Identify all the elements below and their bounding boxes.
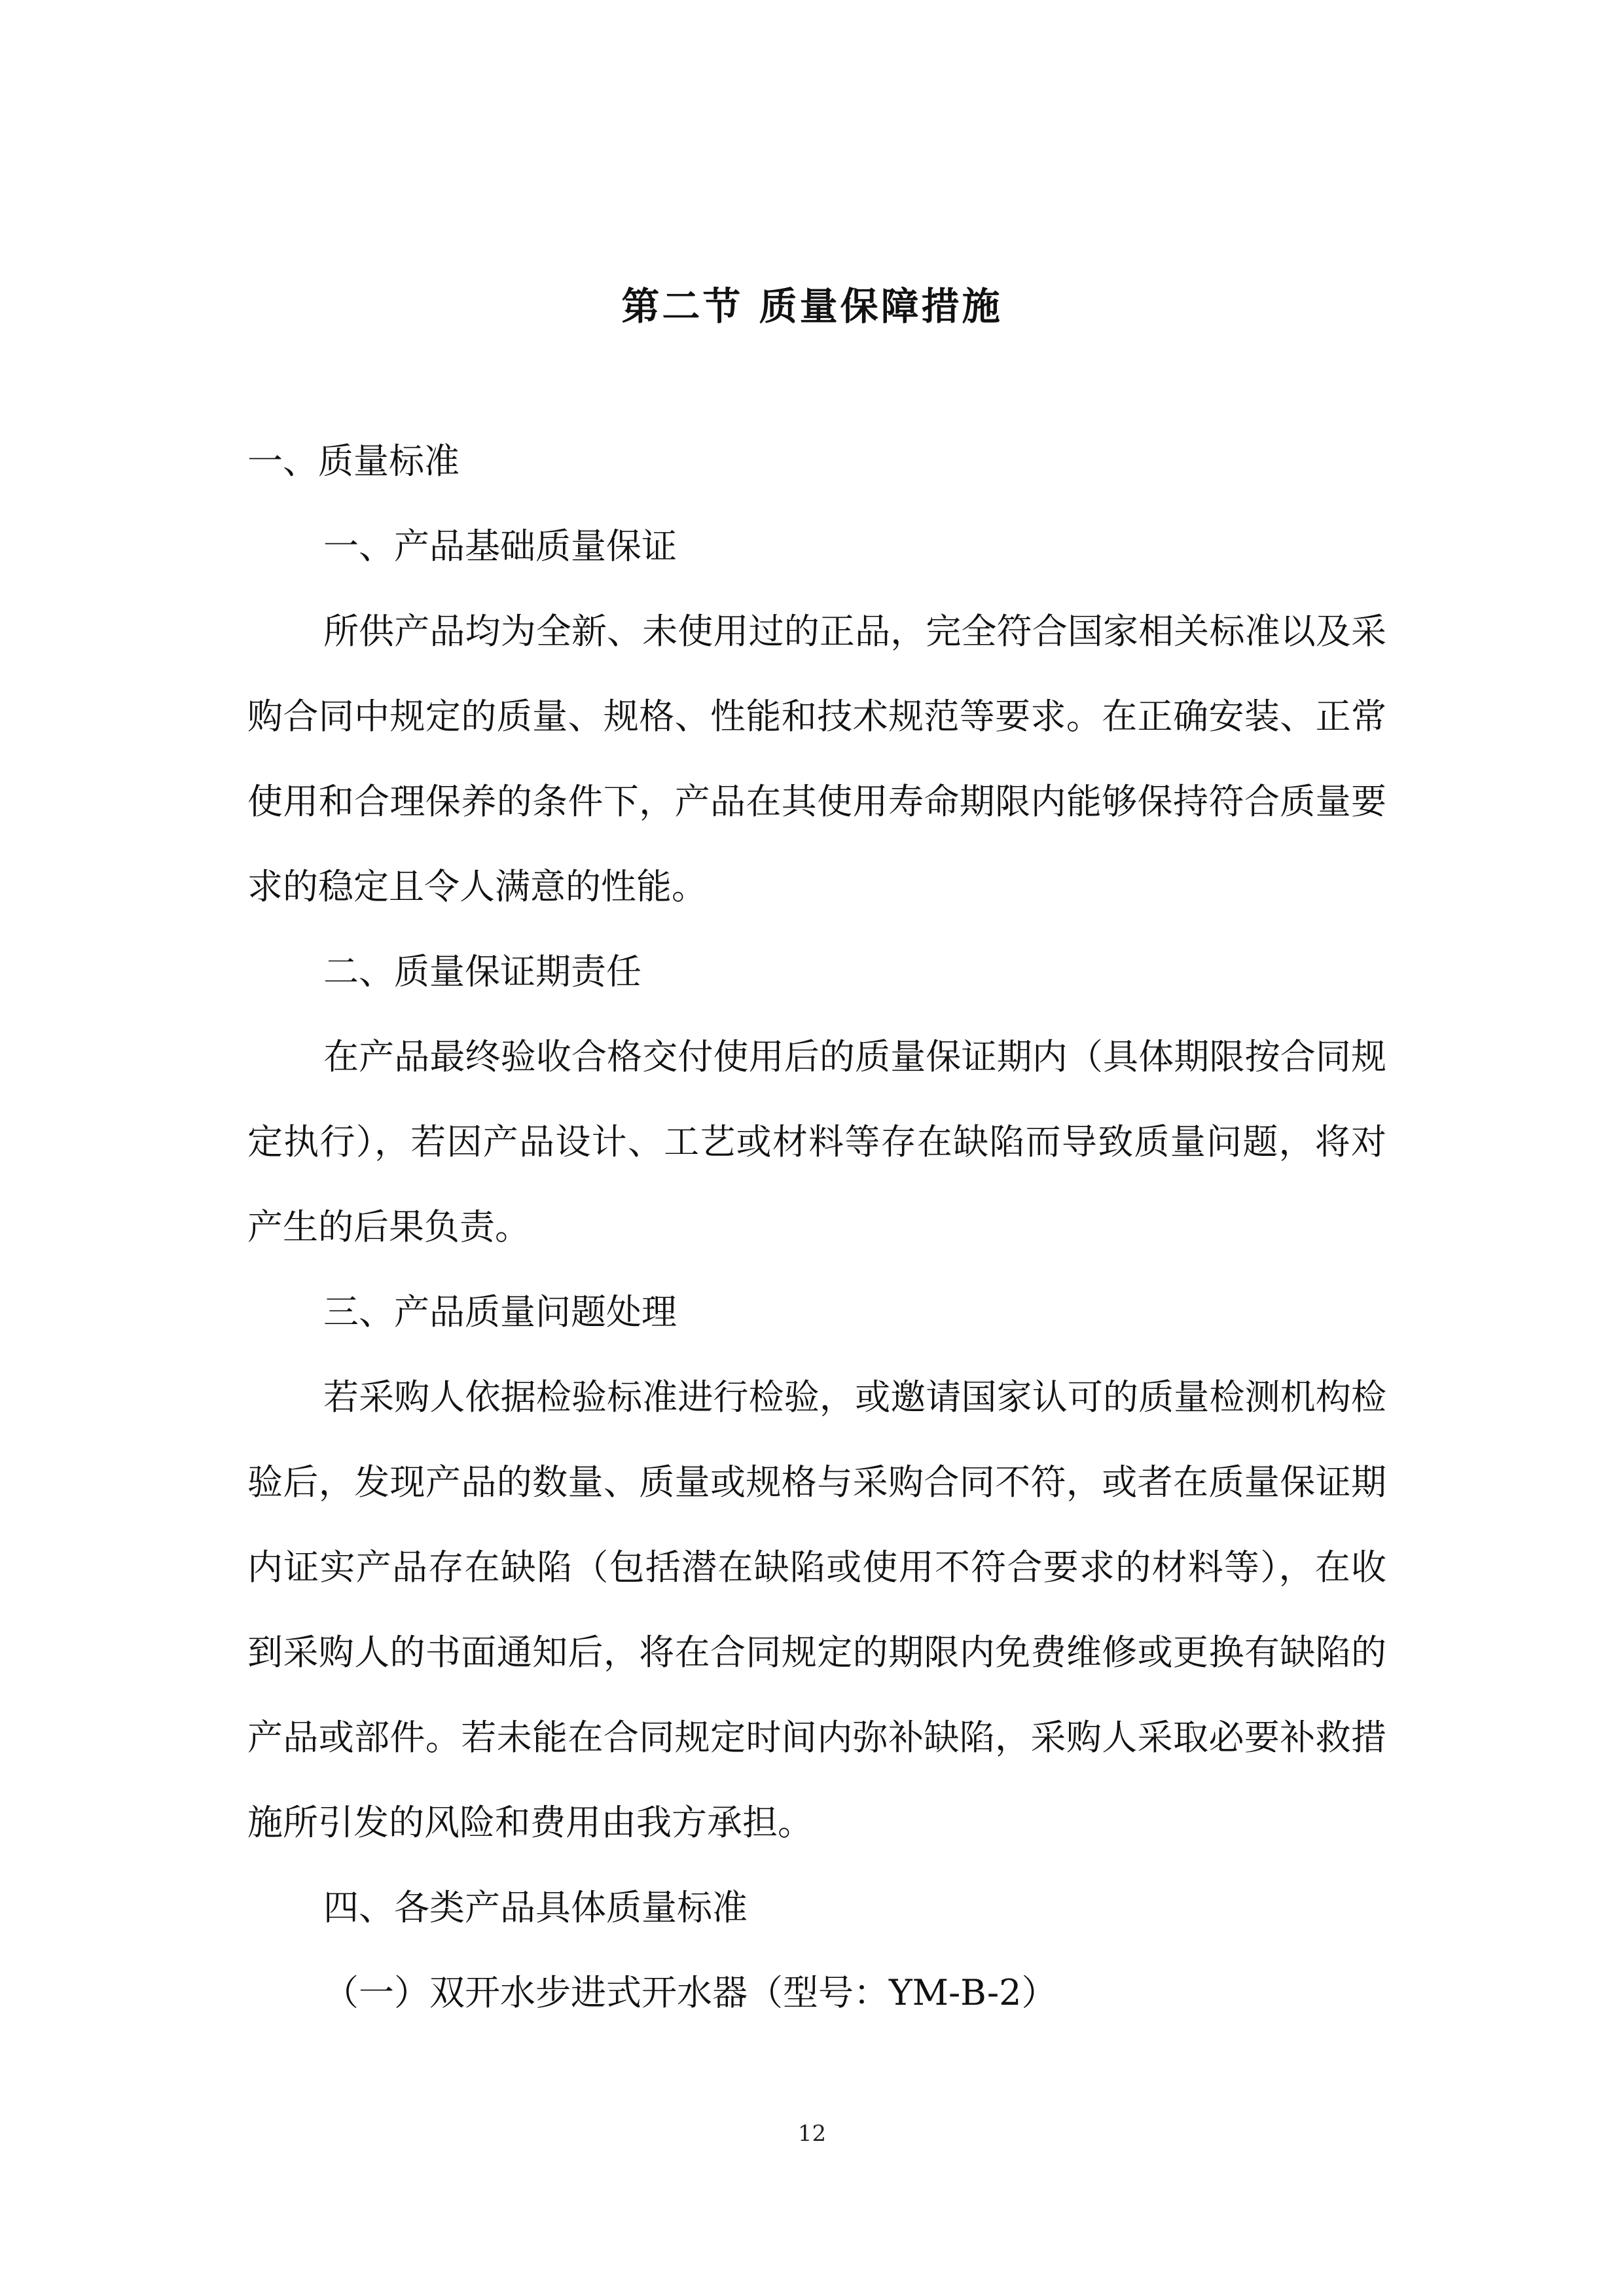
section-heading: 一、质量标准 bbox=[247, 440, 460, 482]
subsection-heading-3: 三、产品质量问题处理 bbox=[323, 1291, 677, 1333]
subsection-paragraph-2: 在产品最终验收合格交付使用后的质量保证期内（具体期限按合同规定执行），若因产品设计、工艺或材料等存在缺陷而导致质量问题，将对产生的后果负责。 bbox=[247, 1036, 1386, 1247]
page-number: 12 bbox=[797, 2121, 827, 2147]
product-item: （一）双开水步进式开水器（型号：YM-B-2） bbox=[323, 1972, 1057, 2013]
subsection-heading-1: 一、产品基础质量保证 bbox=[323, 526, 677, 567]
subsection-paragraph-1: 所供产品均为全新、未使用过的正品，完全符合国家相关标准以及采购合同中规定的质量、规格、性能和技术规范等要求。在正确安装、正常使用和合理保养的条件下，产品在其使用寿命期限内能够保持符合质量要求的稳定且令人满意的性能。 bbox=[247, 611, 1386, 907]
subsection-heading-2: 二、质量保证期责任 bbox=[323, 951, 641, 992]
page-title: 第二节 质量保障措施 bbox=[621, 284, 1003, 329]
document-body bbox=[247, 419, 1386, 2036]
subsection-paragraph-3: 若采购人依据检验标准进行检验，或邀请国家认可的质量检测机构检验后，发现产品的数量、质量或规格与采购合同不符，或者在质量保证期内证实产品存在缺陷（包括潜在缺陷或使用不符合要求的材料等），在收到采购人的书面通知后，将在合同规定的期限内免费维修或更换有缺陷的产品或部件。若未能在合同规定时间内弥补缺陷，采购人采取必要补救措施所引发的风险和费用由我方承担。 bbox=[247, 1376, 1386, 1843]
subsection-heading-4: 四、各类产品具体质量标准 bbox=[323, 1887, 748, 1928]
